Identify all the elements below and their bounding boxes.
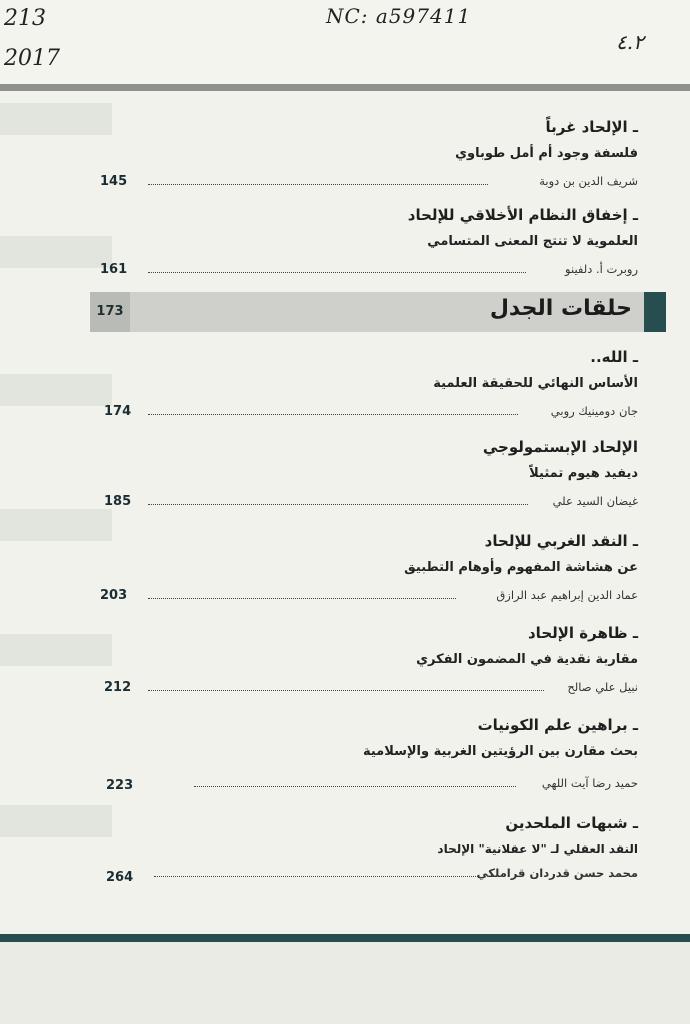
entry-title: ـ شبهات الملحدين	[505, 814, 638, 832]
leader-dots	[148, 504, 528, 505]
bottom-rule	[0, 934, 690, 942]
entry-subtitle: بحث مقارن بين الرؤيتين الغربية والإسلامية	[362, 744, 638, 759]
handwritten-corner-mark: ٤.٢	[616, 30, 644, 54]
entry-title: ـ ظاهرة الإلحاد	[527, 624, 638, 642]
toc-entry[interactable]	[90, 814, 638, 894]
entry-title: الإلحاد الإبستمولوجي	[482, 438, 638, 456]
entry-page-number: 212	[104, 680, 132, 695]
toc-entry[interactable]	[90, 532, 638, 612]
leader-dots	[194, 786, 516, 787]
entry-subtitle: الأساس النهائي للحقيقة العلمية	[433, 376, 638, 391]
entry-title: ـ الله..	[590, 348, 638, 366]
page-bottom-margin	[0, 942, 690, 1024]
handwritten-page-number: 213	[4, 6, 46, 31]
entry-subtitle: النقد العقلي لـ "لا عقلانية" الإلحاد	[437, 842, 638, 856]
toc-entry[interactable]	[90, 118, 638, 198]
entry-title: ـ الإلحاد غرباً	[545, 118, 638, 136]
entry-author: نبيل علي صالح	[567, 680, 638, 694]
entry-subtitle: مقاربة نقدية في المضمون الفكري	[416, 652, 638, 667]
leader-dots	[148, 690, 544, 691]
handwritten-year: 2017	[4, 46, 60, 71]
entry-subtitle: العلموية لا تنتج المعنى المتسامي	[427, 234, 638, 249]
entry-author: شريف الدين بن دوبة	[539, 174, 638, 188]
entry-page-number: 174	[104, 404, 132, 419]
entry-author: روبرت أ. دلفينو	[565, 262, 638, 276]
entry-page-number: 161	[100, 262, 128, 277]
toc-entry[interactable]	[90, 348, 638, 428]
section-title: حلقات الجدل	[489, 296, 632, 321]
section-accent-block	[644, 292, 666, 332]
top-rule	[0, 84, 690, 91]
entry-author: حميد رضا آيت اللهي	[541, 776, 638, 790]
toc-entry[interactable]	[90, 716, 638, 796]
section-header[interactable]	[90, 292, 666, 332]
entry-author: غيضان السيد علي	[552, 494, 638, 508]
entry-subtitle: عن هشاشة المفهوم وأوهام التطبيق	[404, 560, 638, 575]
entry-title: ـ براهين علم الكونيات	[477, 716, 638, 734]
section-page-number: 173	[90, 292, 130, 332]
entry-author: جان دومينيك روبي	[550, 404, 638, 418]
leader-dots	[148, 272, 526, 273]
leader-dots	[148, 414, 518, 415]
entry-author: عماد الدين إبراهيم عبد الرازق	[496, 588, 638, 602]
toc-entry[interactable]	[90, 624, 638, 704]
leader-dots	[148, 598, 456, 599]
entry-subtitle: ديفيد هيوم تمثيلاً	[529, 466, 638, 481]
entry-page-number: 185	[104, 494, 132, 509]
leader-dots	[148, 184, 488, 185]
entry-page-number: 223	[106, 778, 134, 793]
toc-entry[interactable]	[90, 438, 638, 518]
handwritten-catalog-code: NC: a597411	[326, 4, 472, 28]
entry-page-number: 203	[100, 588, 128, 603]
entry-title: ـ إخفاق النظام الأخلاقي للإلحاد	[407, 206, 638, 224]
entry-title: ـ النقد الغربي للإلحاد	[484, 532, 638, 550]
entry-page-number: 145	[100, 174, 128, 189]
entry-author: محمد حسن قدردان قراملكي	[476, 866, 638, 880]
entry-page-number: 264	[106, 870, 134, 885]
leader-dots	[154, 876, 478, 877]
toc-entry[interactable]	[90, 206, 638, 286]
entry-subtitle: فلسفة وجود أم أمل طوباوي	[455, 146, 638, 161]
